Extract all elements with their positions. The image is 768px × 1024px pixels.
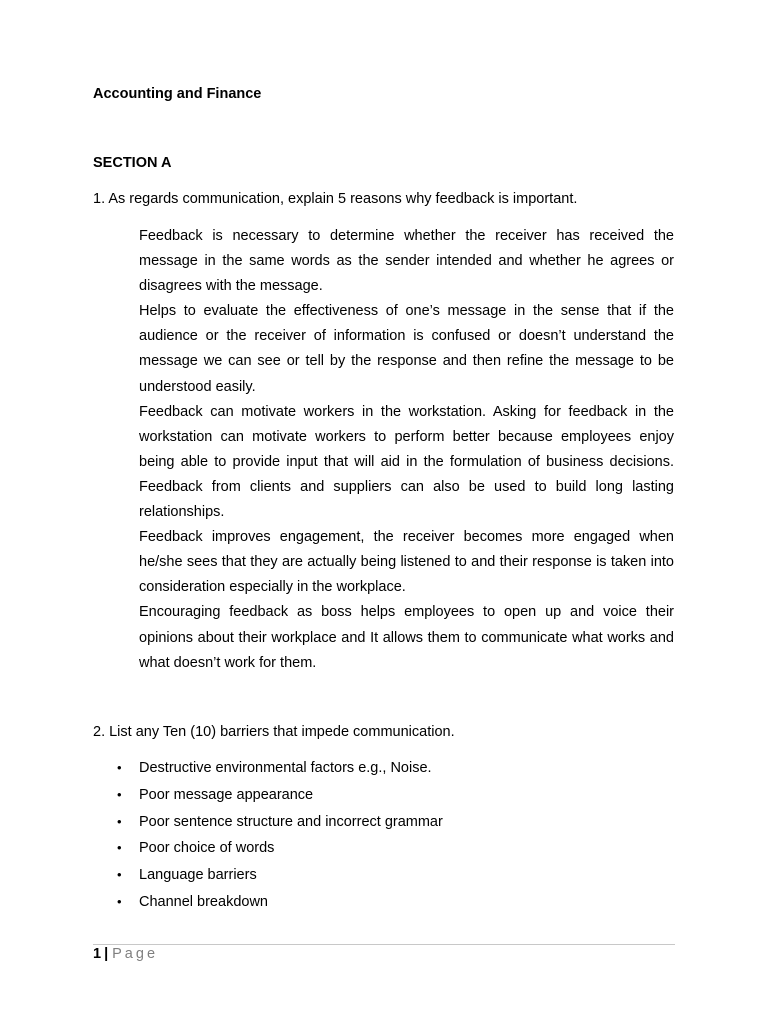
list-item-text: Destructive environmental factors e.g., Noise. [139, 760, 432, 776]
bullet-icon: • [117, 786, 122, 802]
answer-paragraph: Feedback improves engagement, the receiver becomes more engaged when he/she sees that they are actually being listened to and their response is taken into consideration especially in the workplace. [139, 529, 674, 596]
page-separator: | [104, 946, 109, 962]
barriers-list [93, 758, 673, 919]
list-item-text: Poor message appearance [139, 786, 314, 803]
list-item [93, 785, 673, 812]
question-2: 2. List any Ten (10) barriers that impede communication. [93, 724, 455, 740]
section-heading: SECTION A [93, 155, 172, 171]
answer-paragraph: Feedback can motivate workers in the workstation. Asking for feedback in the workstation can motivate workers to perform better because employees enjoy being able to provide input that will aid in the formulation of business decisions. Feedback from clients and suppliers can also be used to build long lasting relationships. [139, 403, 674, 521]
page-label: Page [112, 946, 159, 962]
question-1-answers [139, 224, 674, 676]
bullet-icon: • [117, 840, 122, 856]
list-item [93, 758, 673, 785]
page-number: 1 [93, 946, 102, 962]
bullet-icon: • [117, 867, 122, 883]
footer-divider [93, 944, 675, 945]
list-item [93, 812, 673, 839]
list-item [93, 838, 673, 865]
document-title: Accounting and Finance [93, 86, 262, 102]
list-item-text: Poor sentence structure and incorrect grammar [139, 813, 443, 830]
answer-paragraph: Encouraging feedback as boss helps employees to open up and voice their opinions about their workplace and It allows them to communicate what works and what doesn’t work for them. [139, 604, 674, 671]
bullet-icon: • [117, 893, 122, 909]
list-item [93, 865, 673, 892]
page-footer [93, 946, 158, 962]
bullet-icon: • [117, 813, 122, 829]
question-1: 1. As regards communication, explain 5 reasons why feedback is important. [93, 191, 578, 207]
bullet-icon: • [117, 760, 122, 775]
answer-paragraph: Feedback is necessary to determine whether the receiver has received the message in the same words as the sender intended and whether he agrees or disagrees with the message. [139, 228, 674, 295]
list-item-text: Channel breakdown [139, 893, 268, 910]
list-item [93, 892, 673, 919]
answer-paragraph: Helps to evaluate the effectiveness of one’s message in the sense that if the audience or the receiver of information is confused or doesn’t understand the message we can see or tell by the response and then refine the message to be understood easily. [139, 303, 674, 395]
list-item-text: Poor choice of words [139, 840, 275, 857]
list-item-text: Language barriers [139, 867, 257, 884]
